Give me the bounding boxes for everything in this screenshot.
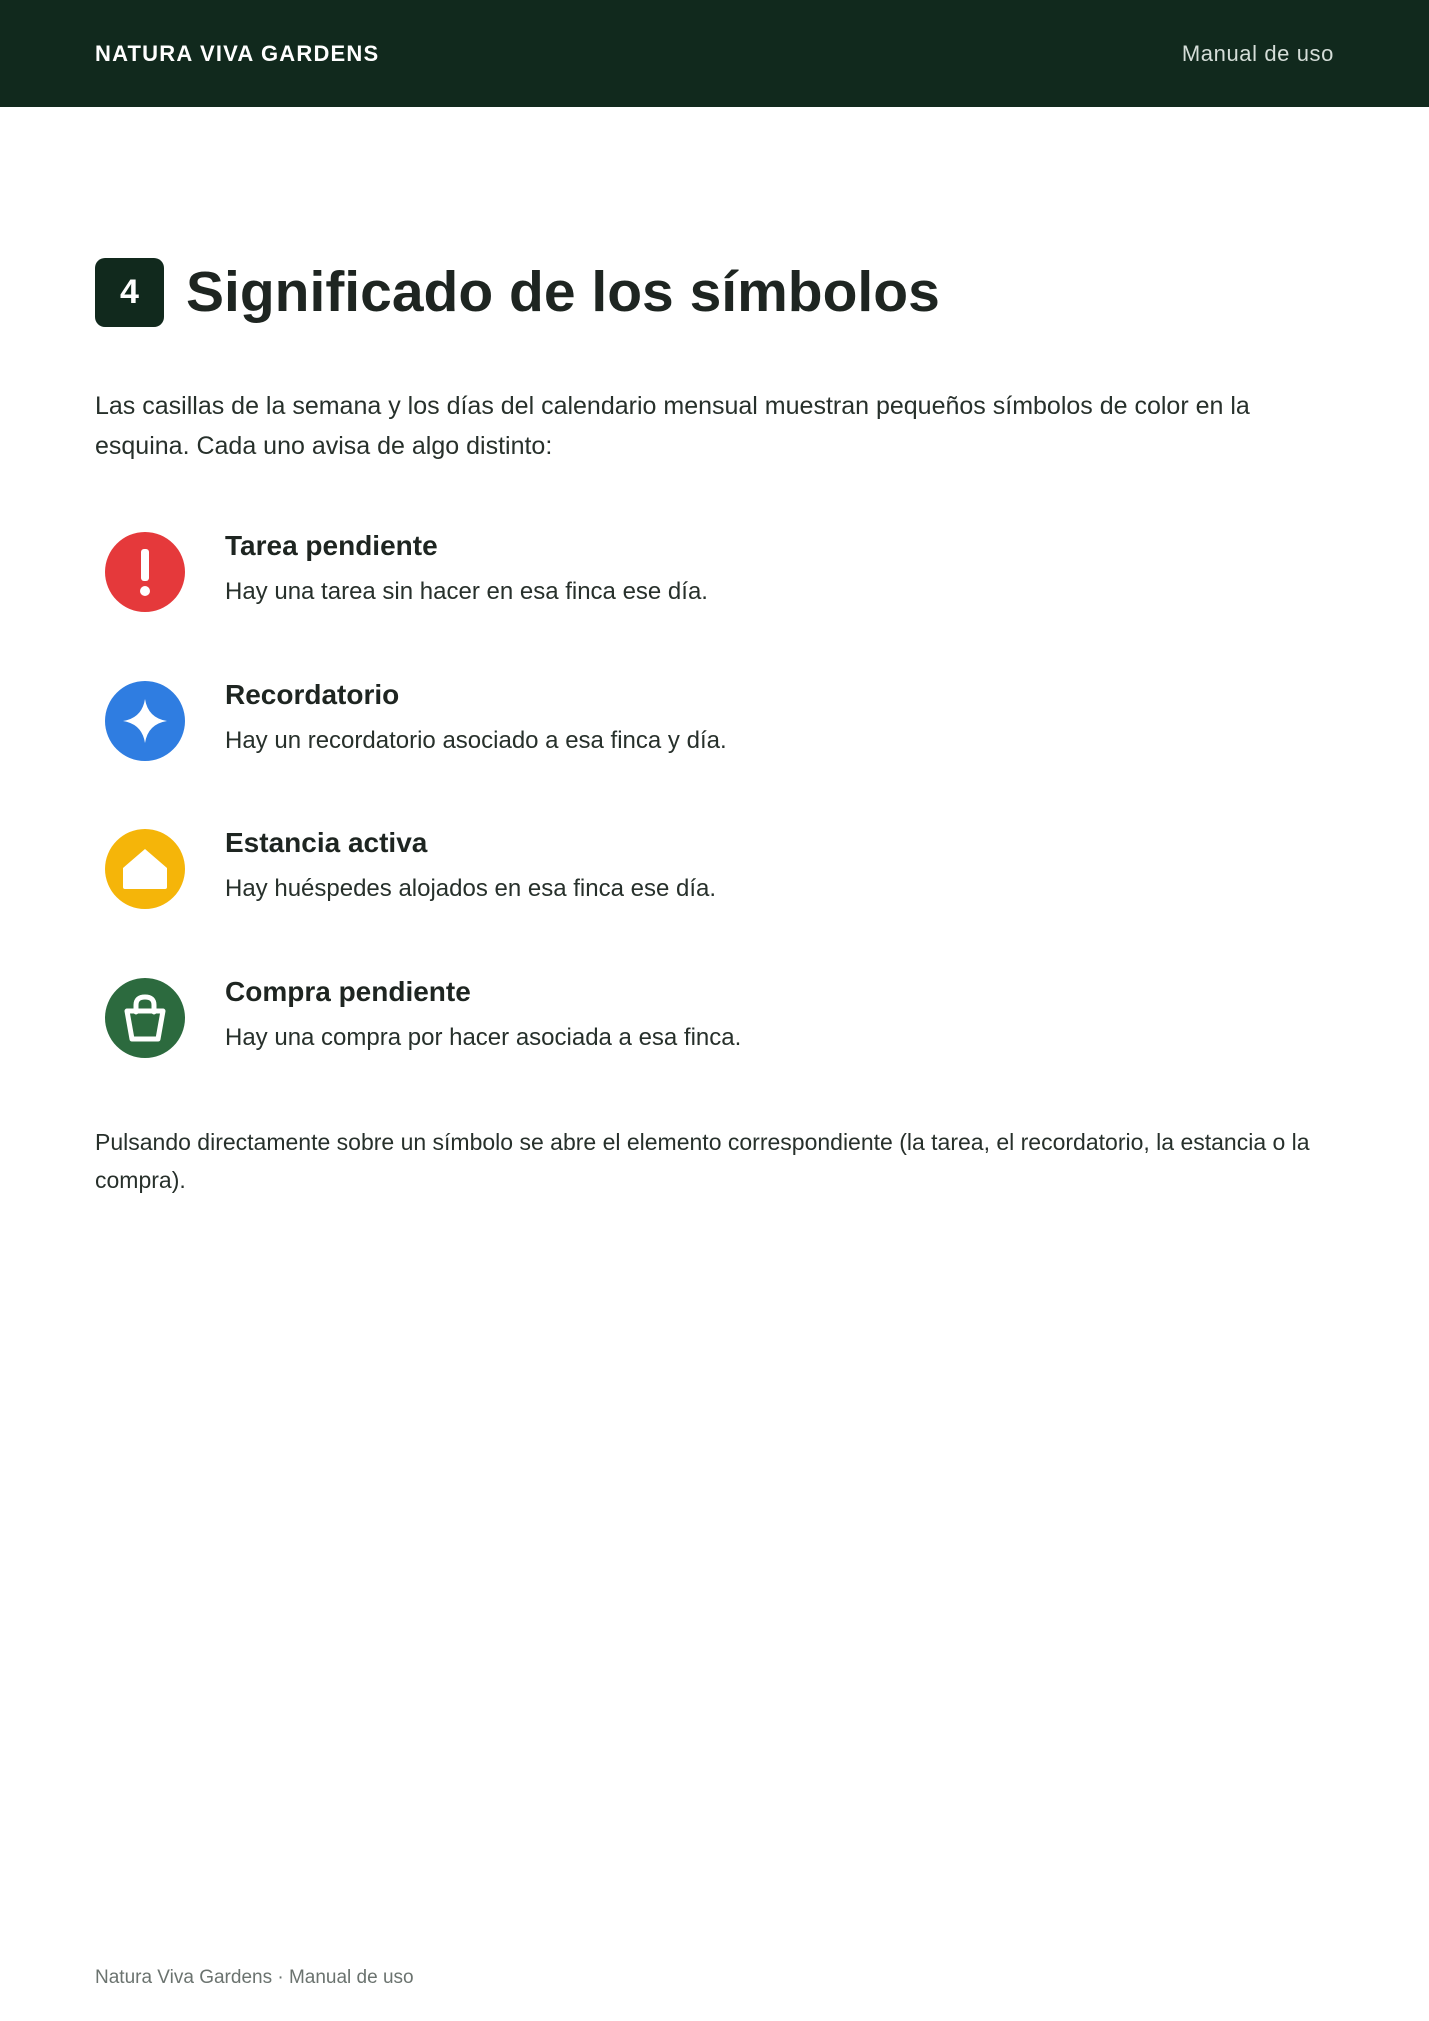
house-icon — [105, 829, 185, 909]
symbol-item-estancia-activa — [95, 827, 1345, 917]
symbol-item-recordatorio — [95, 679, 1345, 769]
shopping-bag-icon — [105, 978, 185, 1058]
symbol-title: Compra pendiente — [225, 976, 471, 1007]
intro-paragraph: Las casillas de la semana y los días del calendario mensual muestran pequeños símbolos de color en la esquina. Cada uno avisa de algo distinto: — [95, 392, 1250, 460]
symbol-title: Tarea pendiente — [225, 530, 438, 561]
sparkle-icon — [105, 681, 185, 761]
outro-paragraph: Pulsando directamente sobre un símbolo se abre el elemento correspondiente (la tarea, el recordatorio, la estancia o la compra). — [95, 1129, 1310, 1193]
symbol-description: Hay huéspedes alojados en esa finca ese día. — [225, 875, 717, 902]
section-heading — [95, 258, 940, 327]
page-footer: Natura Viva Gardens · Manual de uso — [95, 1967, 414, 1988]
section-number-badge: 4 — [95, 258, 164, 327]
symbol-description: Hay una compra por hacer asociada a esa finca. — [225, 1024, 742, 1051]
symbol-description: Hay una tarea sin hacer en esa finca ese día. — [225, 578, 708, 605]
section-title: Significado de los símbolos — [186, 260, 940, 324]
top-bar — [0, 0, 1429, 107]
symbol-title: Estancia activa — [225, 827, 428, 858]
symbol-description: Hay un recordatorio asociado a esa finca y día. — [225, 727, 727, 754]
brand-name: NATURA VIVA GARDENS — [95, 40, 380, 66]
symbol-item-tarea-pendiente — [95, 530, 1345, 620]
exclamation-icon — [105, 532, 185, 612]
symbol-title: Recordatorio — [225, 679, 400, 710]
document-type: Manual de uso — [1181, 40, 1334, 66]
symbol-item-compra-pendiente — [95, 976, 1345, 1066]
